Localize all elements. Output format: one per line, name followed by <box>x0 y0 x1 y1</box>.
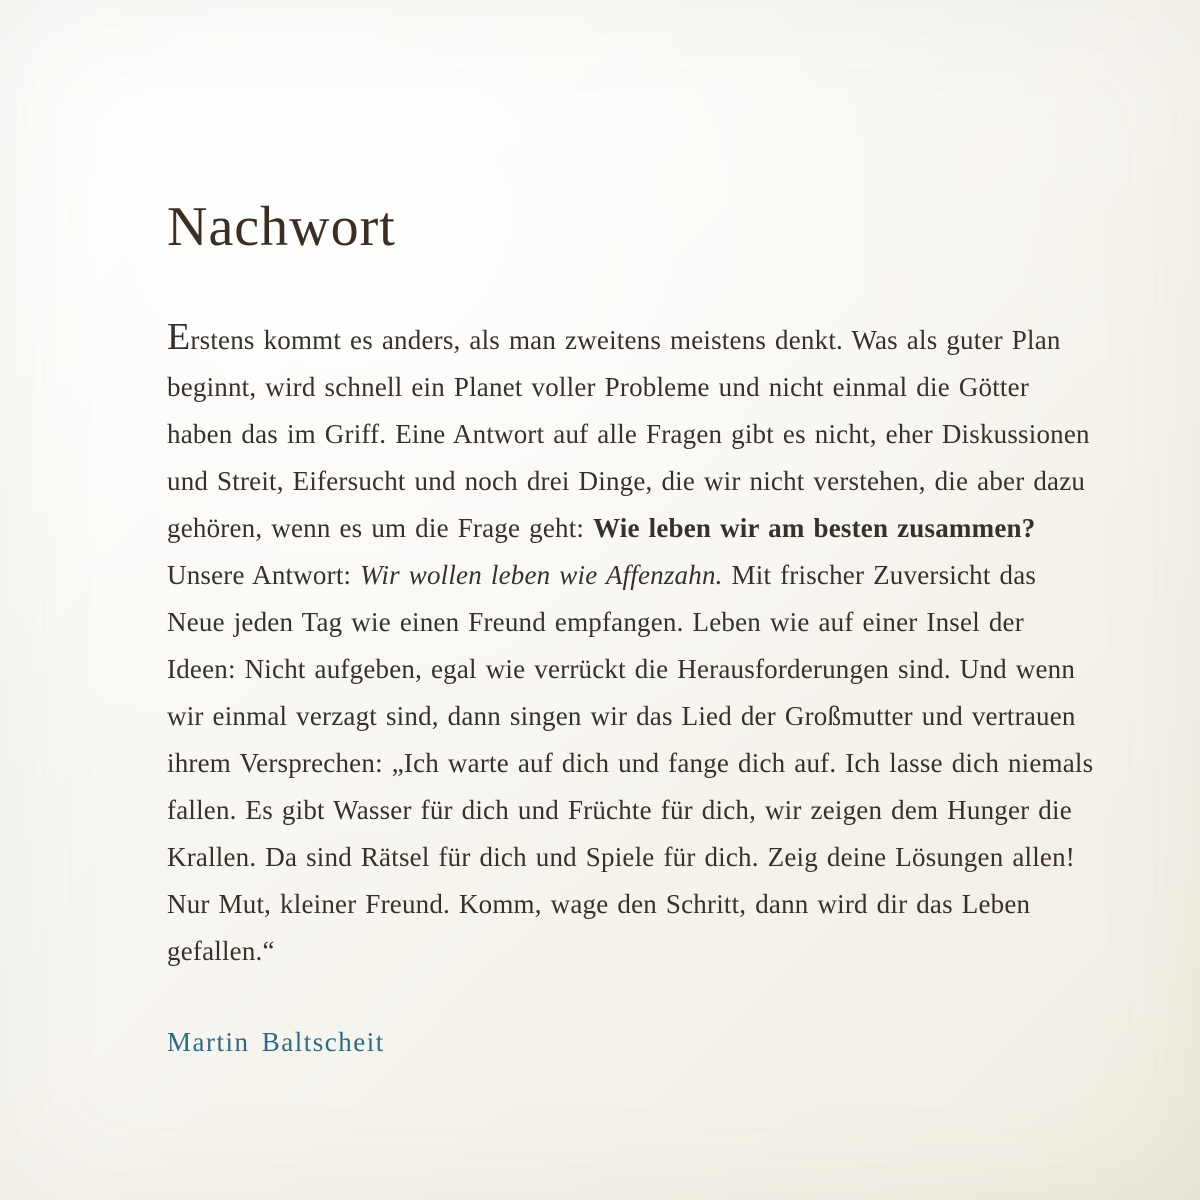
paragraph-segment-italic: Wir wollen leben wie Affenzahn. <box>360 560 723 590</box>
paragraph-segment-normal: rstens kommt es anders, als man zweitens meistens denkt. Was als guter Plan beginnt, wird schnell ein Planet voller Probleme und nicht einmal die Götter haben das im Griff. Eine Antwort auf alle Fragen gibt es nicht, eher Diskussionen und Streit, Eifersucht und noch drei Dinge, die wir nicht verstehen, die aber dazu gehören, wenn es um die Frage geht: <box>167 325 1090 543</box>
page-title: Nachwort <box>167 196 396 258</box>
author-name: Martin Baltscheit <box>167 1027 385 1057</box>
paragraph-segment-normal: Mit frischer Zuversicht das Neue jeden Tag wie einen Freund empfangen. Leben wie auf einer Insel der Ideen: Nicht aufgeben, egal wie verrückt die Herausforderungen sind. Und wenn wir einmal verzagt sind, dann singen wir das Lied der Großmutter und vertrauen ihrem Versprechen: „Ich warte auf dich und fange dich auf. Ich lasse dich niemals fallen. Es gibt Wasser für dich und Früchte für dich, wir zeigen dem Hunger die Krallen. Da sind Rätsel für dich und Spiele für dich. Zeig deine Lösungen allen! Nur Mut, kleiner Freund. Komm, wage den Schritt, dann wird dir das Leben gefallen.“ <box>167 560 1094 966</box>
afterword-paragraph <box>167 317 1097 975</box>
paragraph-segments <box>167 325 1093 966</box>
paragraph-segment-bold: Wie leben wir am besten zusammen? <box>593 513 1036 543</box>
drop-cap-initial: E <box>167 316 191 358</box>
paragraph-segment-normal: Unsere Antwort: <box>167 560 361 590</box>
